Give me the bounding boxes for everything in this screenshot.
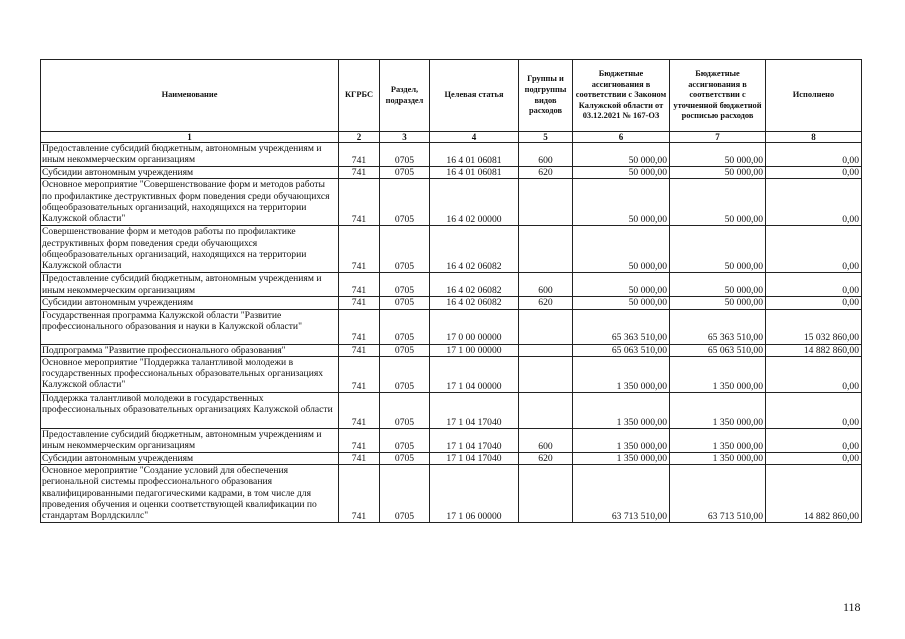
row-name: Субсидии автономным учреждениям <box>41 167 339 179</box>
row-expense-group: 620 <box>519 167 573 179</box>
row-expense-group: 620 <box>519 452 573 464</box>
row-law-allocation: 65 363 510,00 <box>573 309 670 344</box>
row-name: Поддержка талантливой молодежи в государственных профессиональных образовательных организациях Калужской области <box>41 392 339 428</box>
table-row <box>41 465 862 523</box>
row-executed: 0,00 <box>766 273 862 297</box>
row-executed: 0,00 <box>766 392 862 428</box>
row-executed: 0,00 <box>766 143 862 167</box>
row-refined-allocation: 63 713 510,00 <box>670 465 766 523</box>
row-executed: 0,00 <box>766 428 862 452</box>
row-name: Совершенствование форм и методов работы по профилактике деструктивных форм поведения среди обучающихся общеобразовательных организаций, находящихся на территории Калужской области <box>41 226 339 273</box>
budget-table <box>40 59 862 523</box>
row-name: Основное мероприятие "Совершенствование форм и методов работы по профилактике деструктивных форм поведения среди обучающихся общеобразовательных организаций, находящихся на территории Калужской области" <box>41 179 339 226</box>
row-refined-allocation: 65 363 510,00 <box>670 309 766 344</box>
column-number: 2 <box>339 132 380 143</box>
table-row <box>41 297 862 309</box>
row-target-article: 17 0 00 00000 <box>430 309 519 344</box>
col-header-kgrbs: КГРБС <box>339 60 380 132</box>
row-target-article: 16 4 02 06082 <box>430 273 519 297</box>
col-header-section: Раздел, подраздел <box>380 60 430 132</box>
table-row <box>41 273 862 297</box>
row-refined-allocation: 50 000,00 <box>670 143 766 167</box>
row-law-allocation: 50 000,00 <box>573 143 670 167</box>
row-law-allocation: 1 350 000,00 <box>573 428 670 452</box>
header-row <box>41 60 862 132</box>
column-number: 4 <box>430 132 519 143</box>
col-header-done: Исполнено <box>766 60 862 132</box>
row-executed: 14 882 860,00 <box>766 465 862 523</box>
row-law-allocation: 1 350 000,00 <box>573 356 670 392</box>
row-section: 0705 <box>380 465 430 523</box>
row-refined-allocation: 50 000,00 <box>670 297 766 309</box>
table-row <box>41 179 862 226</box>
column-number: 3 <box>380 132 430 143</box>
table-row <box>41 226 862 273</box>
row-kgrbs: 741 <box>339 356 380 392</box>
row-section: 0705 <box>380 452 430 464</box>
row-refined-allocation: 65 063 510,00 <box>670 344 766 356</box>
row-expense-group <box>519 309 573 344</box>
row-expense-group <box>519 465 573 523</box>
row-executed: 15 032 860,00 <box>766 309 862 344</box>
row-executed: 14 882 860,00 <box>766 344 862 356</box>
row-target-article: 16 4 01 06081 <box>430 167 519 179</box>
row-expense-group: 600 <box>519 143 573 167</box>
row-target-article: 17 1 04 17040 <box>430 392 519 428</box>
row-refined-allocation: 1 350 000,00 <box>670 356 766 392</box>
row-expense-group <box>519 344 573 356</box>
row-refined-allocation: 1 350 000,00 <box>670 392 766 428</box>
row-law-allocation: 50 000,00 <box>573 297 670 309</box>
column-number: 1 <box>41 132 339 143</box>
row-executed: 0,00 <box>766 452 862 464</box>
table-row <box>41 167 862 179</box>
row-target-article: 17 1 04 00000 <box>430 356 519 392</box>
row-section: 0705 <box>380 309 430 344</box>
row-kgrbs: 741 <box>339 465 380 523</box>
row-executed: 0,00 <box>766 226 862 273</box>
row-expense-group <box>519 179 573 226</box>
row-section: 0705 <box>380 392 430 428</box>
row-section: 0705 <box>380 273 430 297</box>
row-expense-group: 600 <box>519 273 573 297</box>
row-name: Предоставление субсидий бюджетным, автономным учреждениям и иным некоммерческим организациям <box>41 273 339 297</box>
row-refined-allocation: 50 000,00 <box>670 273 766 297</box>
row-law-allocation: 1 350 000,00 <box>573 452 670 464</box>
row-target-article: 16 4 02 06082 <box>430 297 519 309</box>
row-name: Основное мероприятие "Создание условий для обеспечения региональной системы профессионального образования квалифицированными педагогическими кадрами, в том числе для проведения обучения и оценки соответствующей квалификации по стандартам Ворлдскиллс" <box>41 465 339 523</box>
row-target-article: 17 1 06 00000 <box>430 465 519 523</box>
row-expense-group <box>519 226 573 273</box>
row-kgrbs: 741 <box>339 226 380 273</box>
row-kgrbs: 741 <box>339 297 380 309</box>
row-kgrbs: 741 <box>339 344 380 356</box>
row-executed: 0,00 <box>766 297 862 309</box>
table-row <box>41 392 862 428</box>
row-law-allocation: 50 000,00 <box>573 167 670 179</box>
row-expense-group: 600 <box>519 428 573 452</box>
row-executed: 0,00 <box>766 356 862 392</box>
column-number: 7 <box>670 132 766 143</box>
row-section: 0705 <box>380 297 430 309</box>
column-number: 8 <box>766 132 862 143</box>
row-section: 0705 <box>380 179 430 226</box>
row-expense-group <box>519 356 573 392</box>
table-row <box>41 143 862 167</box>
row-section: 0705 <box>380 428 430 452</box>
table-row <box>41 452 862 464</box>
page-number: 118 <box>843 600 861 614</box>
row-kgrbs: 741 <box>339 143 380 167</box>
row-section: 0705 <box>380 226 430 273</box>
row-law-allocation: 50 000,00 <box>573 273 670 297</box>
row-refined-allocation: 50 000,00 <box>670 226 766 273</box>
row-section: 0705 <box>380 356 430 392</box>
row-kgrbs: 741 <box>339 167 380 179</box>
row-target-article: 16 4 02 00000 <box>430 179 519 226</box>
table-row <box>41 428 862 452</box>
column-number-row <box>41 132 862 143</box>
row-section: 0705 <box>380 143 430 167</box>
row-target-article: 17 1 00 00000 <box>430 344 519 356</box>
row-refined-allocation: 1 350 000,00 <box>670 452 766 464</box>
row-name: Субсидии автономным учреждениям <box>41 297 339 309</box>
row-target-article: 17 1 04 17040 <box>430 428 519 452</box>
column-number: 5 <box>519 132 573 143</box>
row-name: Государственная программа Калужской области "Развитие профессионального образования и науки в Калужской области" <box>41 309 339 344</box>
row-target-article: 16 4 01 06081 <box>430 143 519 167</box>
row-kgrbs: 741 <box>339 452 380 464</box>
row-refined-allocation: 50 000,00 <box>670 179 766 226</box>
row-expense-group: 620 <box>519 297 573 309</box>
row-section: 0705 <box>380 344 430 356</box>
row-law-allocation: 65 063 510,00 <box>573 344 670 356</box>
row-executed: 0,00 <box>766 179 862 226</box>
col-header-law: Бюджетные ассигнования в соответствии с Законом Калужской области от 03.12.2021 № 167-ОЗ <box>573 60 670 132</box>
row-name: Предоставление субсидий бюджетным, автономным учреждениям и иным некоммерческим организациям <box>41 143 339 167</box>
row-expense-group <box>519 392 573 428</box>
col-header-group: Группы и подгруппы видов расходов <box>519 60 573 132</box>
row-target-article: 16 4 02 06082 <box>430 226 519 273</box>
row-law-allocation: 63 713 510,00 <box>573 465 670 523</box>
row-law-allocation: 1 350 000,00 <box>573 392 670 428</box>
column-number: 6 <box>573 132 670 143</box>
row-section: 0705 <box>380 167 430 179</box>
row-executed: 0,00 <box>766 167 862 179</box>
row-name: Предоставление субсидий бюджетным, автономным учреждениям и иным некоммерческим организациям <box>41 428 339 452</box>
row-refined-allocation: 50 000,00 <box>670 167 766 179</box>
row-name: Основное мероприятие "Поддержка талантливой молодежи в государственных профессиональных образовательных организациях Калужской области" <box>41 356 339 392</box>
row-name: Подпрограмма "Развитие профессионального образования" <box>41 344 339 356</box>
row-kgrbs: 741 <box>339 273 380 297</box>
col-header-name: Наименование <box>41 60 339 132</box>
col-header-refined: Бюджетные ассигнования в соответствии с уточненной бюджетной росписью расходов <box>670 60 766 132</box>
table-row <box>41 344 862 356</box>
row-name: Субсидии автономным учреждениям <box>41 452 339 464</box>
row-kgrbs: 741 <box>339 309 380 344</box>
row-target-article: 17 1 04 17040 <box>430 452 519 464</box>
row-law-allocation: 50 000,00 <box>573 226 670 273</box>
row-kgrbs: 741 <box>339 428 380 452</box>
row-law-allocation: 50 000,00 <box>573 179 670 226</box>
col-header-target: Целевая статья <box>430 60 519 132</box>
row-kgrbs: 741 <box>339 392 380 428</box>
table-row <box>41 356 862 392</box>
row-refined-allocation: 1 350 000,00 <box>670 428 766 452</box>
row-kgrbs: 741 <box>339 179 380 226</box>
table-row <box>41 309 862 344</box>
